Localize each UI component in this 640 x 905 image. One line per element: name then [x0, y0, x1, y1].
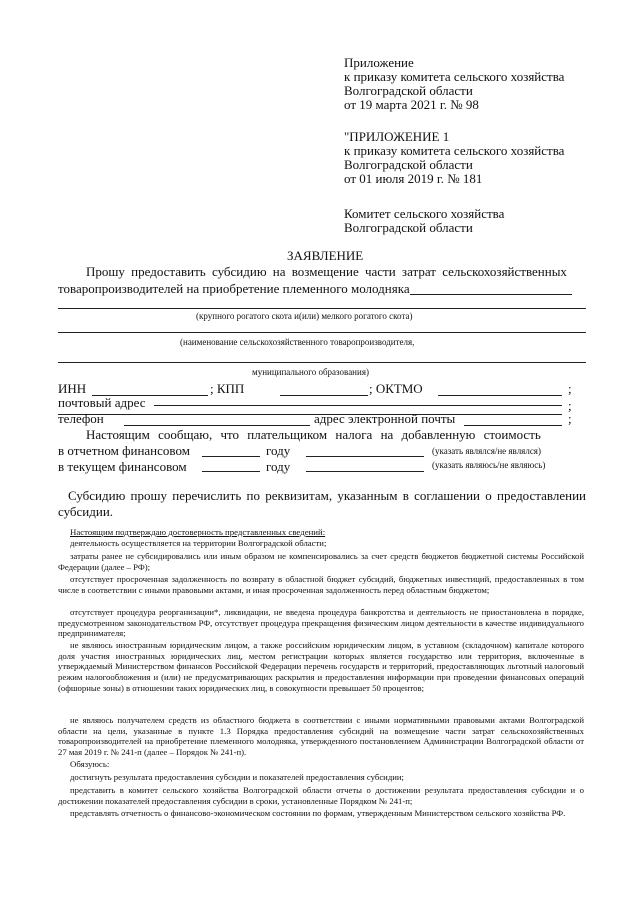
appendix-1-line-2: к приказу комитета сельского хозяйства: [344, 143, 565, 158]
vat-current-year-label: году: [266, 459, 291, 474]
postal-address-label: почтовый адрес: [58, 395, 146, 410]
appendix-1-line-4: от 01 июля 2019 г. № 181: [344, 171, 483, 186]
vat-current-label: в текущем финансовом: [58, 459, 187, 474]
postal-address-field-1[interactable]: [154, 405, 562, 406]
phone-label: телефон: [58, 411, 104, 426]
confirm-item-5: не являюсь иностранным юридическим лицом, а также российским юридическим лицом, в уставном (складочном) капитале которого доля участия иностранных юридических лиц, местом регистрации которых является государство или территория, включенные в утверждаемый Министерством финансов Российской Федерации перечень государств и территорий, предоставляющих льготный налоговый режим налогообложения и (или) не предусматривающих раскрытия и предоставления информации при проведении финансовых операций (офшорные зоны) в отношении таких юридических лиц, в совокупности превышает 50 процентов;: [58, 640, 584, 693]
confirm-item-2: затраты ранее не субсидировались или иным образом не компенсировались за счет средств бюджетов бюджетной системы Российской Федерации (далее – РФ);: [58, 551, 584, 572]
vat-reporting-label: в отчетном финансовом: [58, 443, 190, 458]
vat-current-status-field[interactable]: [306, 471, 424, 472]
obligation-item-1: достигнуть результата предоставления субсидии и показателей предоставления субсидии;: [70, 772, 404, 782]
municipality-line[interactable]: [58, 362, 586, 363]
appendix-line-1: Приложение: [344, 55, 414, 70]
addressee-line-2: Волгоградской области: [344, 220, 473, 235]
appendix-1-line-3: Волгоградской области: [344, 157, 473, 172]
obligation-item-3: представлять отчетность о финансово-экономическом состоянии по формам, утвержденным Министерством сельского хозяйства РФ.: [70, 808, 566, 818]
email-label: адрес электронной почты: [314, 411, 456, 426]
addressee-line-1: Комитет сельского хозяйства: [344, 206, 505, 221]
kpp-field[interactable]: [280, 395, 368, 396]
appendix-1-header: [344, 130, 564, 186]
appendix-1-line-1: "ПРИЛОЖЕНИЕ 1: [344, 129, 450, 144]
inn-label: ИНН: [58, 381, 87, 396]
confirm-item-3: отсутствует просроченная задолженность по возврату в областной бюджет субсидий, бюджетных инвестиций, предоставленных в том числе в соответствии с иными правовыми актами, и иная просроченная задолженность перед областным бюджетом;: [58, 574, 584, 595]
email-field[interactable]: [464, 425, 562, 426]
oktmo-semicolon: ;: [568, 381, 572, 396]
livestock-line[interactable]: [58, 308, 586, 309]
producer-line[interactable]: [58, 332, 586, 333]
confirm-item-1: деятельность осуществляется на территории Волгоградской области;: [70, 538, 327, 548]
appendix-header: [344, 56, 564, 112]
obligation-item-2: представить в комитет сельского хозяйства Волгоградской области отчеты о достижении результата предоставления субсидии и о достижении показателей предоставления субсидии в сроки, установленные Порядком № 241-п;: [58, 785, 584, 806]
appendix-line-4: от 19 марта 2021 г. № 98: [344, 97, 479, 112]
vat-reporting-year-label: году: [266, 443, 291, 458]
appendix-line-2: к приказу комитета сельского хозяйства: [344, 69, 565, 84]
vat-reporting-hint: (указать являлся/не являлся): [432, 446, 541, 456]
appendix-line-3: Волгоградской области: [344, 83, 473, 98]
vat-reporting-year-field[interactable]: [202, 456, 260, 457]
municipality-caption: муниципального образования): [252, 367, 369, 377]
postal-semicolon: ;: [568, 398, 572, 413]
request-line-2: товаропроизводителей на приобретение племенного молодняка: [58, 281, 410, 296]
phone-field[interactable]: [124, 425, 310, 426]
producer-caption: (наименование сельскохозяйственного товаропроизводителя,: [180, 337, 415, 347]
confirm-item-4: отсутствует процедура реорганизации*, ликвидации, не введена процедура банкротства и деятельность не приостановлена в порядке, предусмотренном законодательством РФ, отсутствует процедура прекращения физическим лицом деятельности в качестве индивидуального предпринимателя;: [58, 607, 584, 639]
addressee: [344, 207, 504, 235]
oktmo-label: ; ОКТМО: [369, 381, 423, 396]
kpp-label: ; КПП: [210, 381, 245, 396]
document-title: ЗАЯВЛЕНИЕ: [287, 248, 364, 263]
request-line-1: Прошу предоставить субсидию на возмещение части затрат сельскохозяйственных: [86, 264, 567, 279]
vat-intro: Настоящим сообщаю, что плательщиком налога на добавленную стоимость: [86, 427, 541, 442]
postal-address-field-2[interactable]: [58, 414, 562, 415]
cattle-caption: (крупного рогатого скота и(или) мелкого рогатого скота): [196, 311, 413, 321]
obligations-heading: Обязуюсь:: [70, 759, 110, 769]
vat-reporting-status-field[interactable]: [306, 456, 424, 457]
confirm-item-6: не являюсь получателем средств из областного бюджета в соответствии с иными нормативными правовыми актами Волгоградской области на цели, указанные в пункте 1.3 Порядка предоставления субсидий на возмещение части затрат сельскохозяйственных товаропроизводителей на приобретение племенного молодняка, утвержденного постановлением Администрации Волгоградской области от 27 мая 2019 г. № 241-п (далее – Порядок № 241-п).: [58, 715, 584, 758]
confirm-heading: Настоящим подтверждаю достоверность представленных сведений:: [70, 527, 326, 537]
oktmo-field[interactable]: [438, 395, 562, 396]
subsidy-transfer-text: Субсидию прошу перечислить по реквизитам, указанным в соглашении о предоставлении субсидии.: [58, 488, 586, 519]
vat-current-hint: (указать являюсь/не являюсь): [432, 460, 546, 470]
email-semicolon: ;: [568, 411, 572, 426]
vat-current-year-field[interactable]: [202, 471, 260, 472]
livestock-type-field[interactable]: [410, 294, 572, 295]
